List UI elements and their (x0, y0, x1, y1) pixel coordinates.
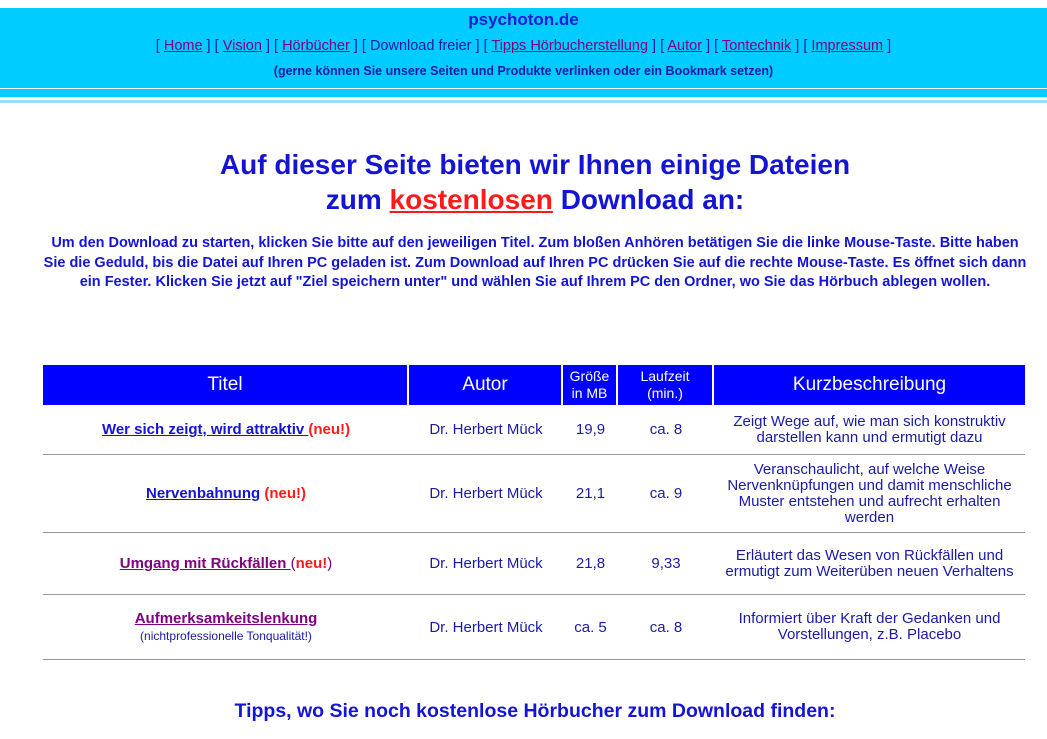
site-title: psychoton.de (468, 10, 579, 29)
size-cell: ca. 5 (563, 595, 618, 660)
column-header-runtime (618, 365, 714, 405)
new-badge: neu! (313, 421, 346, 438)
new-badge-paren-close: ) (327, 555, 333, 572)
bookmark-note: (gerne können Sie unsere Seiten und Produkte verlinken oder ein Bookmark setzen) (273, 64, 774, 78)
size-cell: 21,8 (563, 533, 618, 595)
runtime-cell: 9,33 (618, 533, 714, 595)
download-table (43, 365, 1025, 660)
column-header-size (563, 365, 618, 405)
description-cell: Veranschaulicht, auf welche Weise Nervenknüpfungen und damit menschliche Muster entstehen und aufrecht erhalten werden (714, 455, 1025, 533)
column-header-description: Kurzbeschreibung (714, 365, 1025, 405)
nav-current-download-freier: Download freier (369, 38, 472, 54)
nav-link-impressum[interactable]: Impressum (811, 38, 884, 54)
table-row (43, 533, 1025, 595)
author-cell: Dr. Herbert Mück (409, 455, 563, 533)
quality-note: (nichtprofessionelle Tonqualität!) (140, 629, 312, 643)
table-header-row (43, 365, 1025, 405)
nav-link-autor[interactable]: Autor (667, 38, 703, 54)
download-link-wer-sich-zeigt[interactable]: Wer sich zeigt, wird attraktiv (101, 421, 309, 438)
download-link-nervenbahnung[interactable]: Nervenbahnung (145, 485, 261, 502)
description-cell: Informiert über Kraft der Gedanken und Vorstellungen, z.B. Placebo (714, 595, 1025, 660)
nav-link-home[interactable]: Home (163, 38, 203, 54)
nav-link-hoerbuecher[interactable]: Hörbücher (282, 38, 350, 54)
title-cell (43, 405, 409, 455)
title-cell (43, 533, 409, 595)
nav-link-tipps-hoerbucherstellung[interactable]: Tipps Hörbucherstellung (491, 38, 649, 54)
headline-highlight-kostenlosen: kostenlosen (389, 184, 553, 215)
new-badge: neu! (269, 485, 302, 502)
column-header-runtime-line-1: Laufzeit (640, 368, 690, 384)
size-cell: 19,9 (563, 405, 618, 455)
headline-line-1: Auf dieser Seite bieten wir Ihnen einige Dateien (219, 149, 851, 180)
new-badge: neu! (295, 555, 328, 572)
size-cell: 21,1 (563, 455, 618, 533)
new-badge-paren-close: ) (301, 485, 307, 502)
description-cell: Erläutert das Wesen von Rückfällen und ermutigt zum Weiterüben neuen Verhaltens (714, 533, 1025, 595)
author-cell: Dr. Herbert Mück (409, 595, 563, 660)
author-cell: Dr. Herbert Mück (409, 533, 563, 595)
page-headline (0, 147, 1047, 217)
title-cell (43, 595, 409, 660)
column-header-author: Autor (409, 365, 563, 405)
column-header-size-line-2: in MB (571, 385, 608, 401)
headline-line-2-pre: zum (325, 184, 390, 215)
column-header-runtime-line-2: (min.) (647, 385, 683, 401)
runtime-cell: ca. 8 (618, 405, 714, 455)
top-navigation: [ Home ] [ Vision ] [ Hörbücher ] [ Download freier ] [ Tipps Hörbucherstellung ] [ Autor ] [ Tontechnik ] [ Impressum ] (155, 38, 892, 54)
table-row (43, 595, 1025, 660)
description-cell: Zeigt Wege auf, wie man sich konstruktiv darstellen kann und ermutigt dazu (714, 405, 1025, 455)
column-header-size-line-1: Größe (569, 368, 610, 384)
new-badge-paren-open: ( (290, 555, 296, 572)
download-link-umgang-mit-rueckfaellen[interactable]: Umgang mit Rückfällen (119, 555, 291, 572)
column-header-title: Titel (43, 365, 409, 405)
new-badge-paren-open: ( (308, 421, 314, 438)
new-badge-paren-close: ) (345, 421, 351, 438)
tips-heading: Tipps, wo Sie noch kostenlose Hörbucher zum Download finden: (234, 700, 836, 722)
download-instructions: Um den Download zu starten, klicken Sie bitte auf den jeweiligen Titel. Zum bloßen Anhören betätigen Sie die linke Mouse-Taste. Bitte haben Sie die Geduld, bis die Datei auf Ihren PC geladen ist. Zum Download auf Ihren PC drücken Sie auf die rechte Mouse-Taste. Es öffnet sich dann ein Fester. Klicken Sie jetzt auf "Ziel speichern unter" und wählen Sie auf Ihrem PC den Ordner, wo Sie das Hörbuch ablegen wollen. (43, 235, 1027, 290)
runtime-cell: ca. 9 (618, 455, 714, 533)
nav-link-tontechnik[interactable]: Tontechnik (721, 38, 792, 54)
table-row (43, 455, 1025, 533)
author-cell: Dr. Herbert Mück (409, 405, 563, 455)
headline-line-2 (0, 182, 1047, 217)
header-stripe (0, 89, 1047, 97)
runtime-cell: ca. 8 (618, 595, 714, 660)
table-row (43, 405, 1025, 455)
download-link-aufmerksamkeitslenkung[interactable]: Aufmerksamkeitslenkung (134, 610, 318, 627)
headline-line-2-post: Download an: (552, 184, 745, 215)
nav-link-vision[interactable]: Vision (222, 38, 262, 54)
site-header (0, 8, 1047, 88)
new-badge-paren-open: ( (260, 485, 270, 502)
header-stripe-light (0, 100, 1047, 103)
title-cell (43, 455, 409, 533)
